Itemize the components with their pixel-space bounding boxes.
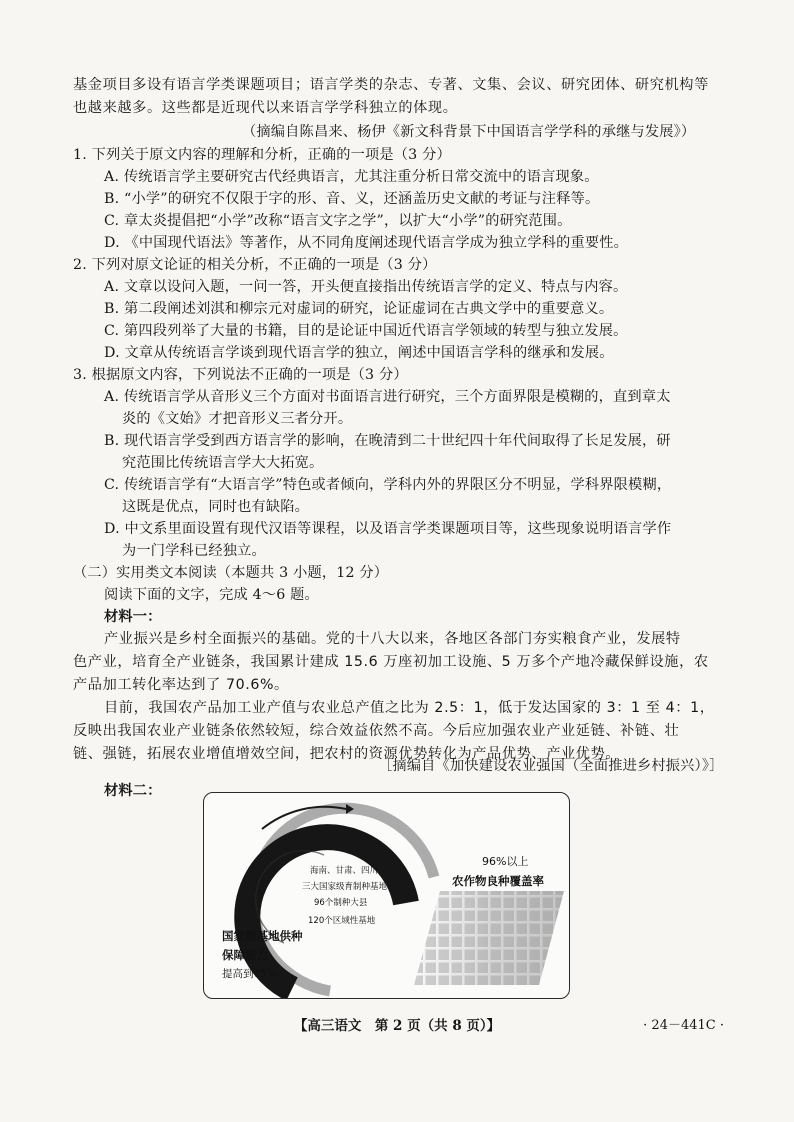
material-source: ［摘编自《加快建设农业强国（全面推进乡村振兴）》］ — [378, 758, 724, 774]
section-heading: （二）实用类文本阅读（本题共 3 小题，12 分） — [73, 565, 389, 581]
exam-code: · 24－441C · — [643, 1018, 724, 1033]
fig-left-label: 国家级基地供种 — [222, 929, 303, 943]
question-option-cont: 究范围比传统语言学大大拓宽。 — [122, 455, 324, 471]
question-option: C. 传统语言学有“大语言学”特色或者倾向，学科内外的界限区分不明显，学科界限模糊， — [104, 477, 672, 493]
question-option: D. 文章从传统语言学谈到现代语言学的独立，阐述中国语言学科的继承和发展。 — [104, 345, 614, 361]
fig-arc-label: 120个区域性基地 — [308, 916, 376, 926]
fig-arc-label: 三大国家级育制种基地 — [302, 882, 388, 892]
question-option: A. 文章以设问入题，一问一答，开头便直接指出传统语言学的定义、特点与内容。 — [104, 279, 628, 295]
material-line: 产品加工转化率达到了 70.6%。 — [73, 677, 289, 693]
question-option: B. 第二段阐述刘淇和柳宗元对虚词的研究，论证虚词在古典文学中的重要意义。 — [104, 301, 614, 317]
question-option: D. 《中国现代语法》等著作，从不同角度阐述现代语言学成为独立学科的重要性。 — [104, 235, 629, 251]
instruction: 阅读下面的文字，完成 4～6 题。 — [104, 587, 319, 603]
material-line: 目前，我国农产品加工业产值与农业总产值之比为 2.5：1，低于发达国家的 3：1 至 4：1， — [104, 700, 715, 716]
question-option-cont: 这既是优点，同时也有缺陷。 — [122, 499, 310, 515]
tile-grid — [414, 891, 564, 985]
question-option-cont: 炎的《文始》才把音形义三者分开。 — [122, 411, 353, 427]
infographic — [203, 792, 570, 999]
material-line: 链、强链，拓展农业增值增效空间，把农村的资源优势转化为产品优势、产业优势。 — [73, 746, 621, 762]
passage-line: 基金项目多设有语言学类课题项目；语言学类的杂志、专著、文集、会议、研究团体、研究机构等 — [73, 77, 709, 93]
material-line: 色产业，培育全产业链条，我国累计建成 15.6 万座初加工设施、5 万多个产地冷藏保鲜设施，农 — [73, 654, 709, 670]
question-option: A. 传统语言学主要研究古代经典语言，尤其注重分析日常交流中的语言现象。 — [104, 169, 599, 185]
question-option: B. “小学”的研究不仅限于字的形、音、义，还涵盖历史文献的考证与注释等。 — [104, 191, 600, 207]
question-option: D. 中文系里面设置有现代汉语等课程，以及语言学类课题项目等，这些现象说明语言学作 — [104, 521, 672, 537]
fig-right-value: 96%以上 — [482, 855, 529, 868]
material-label: 材料二： — [104, 783, 162, 799]
fig-left-label: 保障能力 — [222, 948, 268, 962]
material-line: 反映出我国农业产业链条依然较短，综合效益依然不高。今后应加强农业产业延链、补链、壮 — [73, 723, 680, 739]
passage-source: （摘编自陈昌来、杨伊《新文科背景下中国语言学学科的承继与发展》） — [242, 124, 696, 140]
material-line: 产业振兴是乡村全面振兴的基础。党的十八大以来，各地区各部门夯实粮食产业，发展特 — [104, 631, 681, 647]
material-label: 材料一： — [104, 609, 162, 625]
question-option: C. 第四段列举了大量的书籍，目的是论证中国近代语言学领域的转型与独立发展。 — [104, 323, 628, 339]
question-stem: 3. 根据原文内容，下列说法不正确的一项是（3 分） — [73, 367, 408, 383]
question-stem: 2. 下列对原文论证的相关分析，不正确的一项是（3 分） — [73, 257, 437, 273]
question-stem: 1. 下列关于原文内容的理解和分析，正确的一项是（3 分） — [73, 147, 451, 163]
fig-left-label: 提高到75% — [222, 968, 277, 980]
page-footer: 【高三语文 第 2 页（共 8 页）】 — [293, 1018, 501, 1034]
fig-right-label: 农作物良种覆盖率 — [452, 874, 544, 888]
fig-arc-label: 96个制种大县 — [314, 898, 368, 908]
question-option: B. 现代语言学受到西方语言学的影响，在晚清到二十世纪四十年代间取得了长足发展，研 — [104, 433, 671, 449]
question-option: A. 传统语言学从音形义三个方面对书面语言进行研究，三个方面界限是模糊的，直到章太 — [104, 389, 671, 405]
fig-arc-label: 海南、甘肃、四川 — [310, 866, 379, 876]
question-option: C. 章太炎提倡把“小学”改称“语言文字之学”，以扩大“小学”的研究范围。 — [104, 213, 572, 229]
passage-line: 也越来越多。这些都是近现代以来语言学学科独立的体现。 — [73, 100, 458, 116]
question-option-cont: 为一门学科已经独立。 — [122, 543, 266, 559]
